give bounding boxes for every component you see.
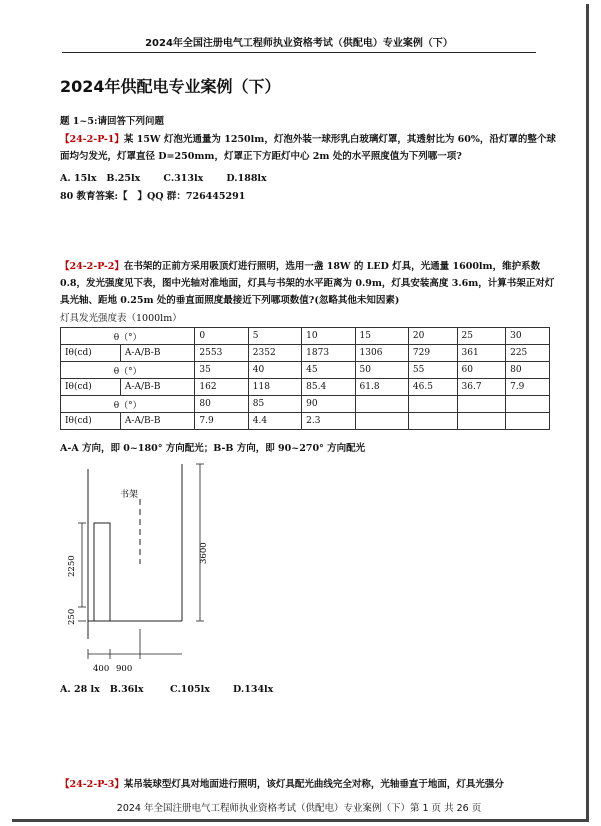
table-cell: 35 [195, 362, 248, 379]
table-cell: 361 [457, 345, 506, 362]
table-cell: 2.3 [302, 413, 355, 430]
table-cell [506, 413, 550, 430]
q2-option-a: A. 28 lx [60, 684, 100, 695]
bookshelf-rect [94, 523, 110, 621]
plane-header: A-A/B-B [120, 345, 194, 362]
shelf-label: 书架 [120, 490, 139, 500]
table-cell: 40 [248, 362, 301, 379]
dim-900-label: 900 [116, 664, 133, 674]
dim-400-label: 400 [93, 664, 110, 674]
table-cell [408, 396, 457, 413]
table-cell: 729 [408, 345, 457, 362]
table-cell: 80 [195, 396, 248, 413]
bookshelf-diagram [60, 459, 260, 674]
table-cell: 85.4 [302, 379, 355, 396]
q1-option-c: C.313lx [163, 173, 204, 184]
table-row [61, 328, 550, 345]
q1-option-b: B.25lx [106, 173, 141, 184]
q1-option-d: D.188lx [226, 173, 267, 184]
table-cell [457, 396, 506, 413]
section-heading: 题 1~5:请回答下列问题 [60, 116, 164, 127]
intensity-header: Iθ(cd) [61, 379, 121, 396]
theta-header: θ（°） [61, 328, 195, 345]
table-cell [457, 413, 506, 430]
table-cell: 45 [302, 362, 355, 379]
dim-3600-label: 3600 [199, 542, 209, 564]
q2-option-d: D.134lx [233, 684, 274, 695]
table-cell: 118 [248, 379, 301, 396]
plane-header: A-A/B-B [120, 413, 194, 430]
question-1-id: 【24-2-P-1】 [60, 134, 124, 145]
luminous-intensity-table [60, 327, 550, 430]
question-2-options [60, 681, 560, 698]
q2-option-b: B.36lx [109, 684, 144, 695]
table-cell: 15 [355, 328, 408, 345]
answer-group: 】QQ 群：726445291 [137, 191, 246, 202]
table-cell: 90 [302, 396, 355, 413]
question-1-options [60, 170, 560, 187]
table-row [61, 396, 550, 413]
document-page [12, 4, 589, 822]
table-cell: 4.4 [248, 413, 301, 430]
page-title: 2024年供配电专业案例（下） [60, 77, 281, 96]
dim-250-label: 250 [67, 608, 77, 625]
table-cell: 225 [506, 345, 550, 362]
table-cell: 36.7 [457, 379, 506, 396]
table-cell: 1306 [355, 345, 408, 362]
intensity-header: Iθ(cd) [61, 345, 121, 362]
table-cell: 85 [248, 396, 301, 413]
q1-option-a: A. 15lx [60, 173, 97, 184]
dim-2250-label: 2250 [67, 555, 77, 577]
table-cell: 10 [302, 328, 355, 345]
theta-header: θ（°） [61, 396, 195, 413]
table-row [61, 413, 550, 430]
table-cell: 80 [506, 362, 550, 379]
table-cell: 0 [195, 328, 248, 345]
table-cell [506, 396, 550, 413]
answer-label: 80 教育答案:【 [60, 191, 128, 202]
intensity-header: Iθ(cd) [61, 413, 121, 430]
table-cell: 2352 [248, 345, 301, 362]
table-cell: 7.9 [195, 413, 248, 430]
table-cell: 1873 [302, 345, 355, 362]
page-footer: 2024 年全国注册电气工程师执业资格考试（供配电）专业案例（下）第 1 页 共 26 页 [116, 803, 482, 814]
table-cell: 30 [506, 328, 550, 345]
table-cell: 50 [355, 362, 408, 379]
plane-header: A-A/B-B [120, 379, 194, 396]
table-cell: 2553 [195, 345, 248, 362]
table-cell [408, 413, 457, 430]
table-cell: 162 [195, 379, 248, 396]
table-cell: 61.8 [355, 379, 408, 396]
q2-option-c: C.105lx [170, 684, 210, 695]
table-caption: 灯具发光强度表（1000lm） [60, 313, 182, 324]
question-3 [60, 776, 560, 793]
question-2-text: 在书架的正前方采用吸顶灯进行照明，选用一盏 18W 的 LED 灯具，光通量 1600lm，维护系数 0.8，发光强度见下表，图中光轴对准地面，灯具与书架的水平距离为 0.9m，灯具安装高度 3.6m，计算书架正对灯具光轴、距地 0.25m 处的垂直面照度最接近下列哪项数值?(忽略其他未知因素) [60, 261, 555, 306]
page-header: 2024年全国注册电气工程师执业资格考试（供配电）专业案例（下） [62, 34, 536, 53]
question-2-id: 【24-2-P-2】 [60, 261, 124, 272]
table-cell: 60 [457, 362, 506, 379]
theta-header: θ（°） [61, 362, 195, 379]
table-row [61, 362, 550, 379]
question-2 [60, 258, 560, 309]
question-3-text: 某吊装球型灯具对地面进行照明，该灯具配光曲线完全对称，光轴垂直于地面，灯具光强分 [123, 779, 504, 790]
question-1 [60, 131, 560, 165]
table-cell [355, 396, 408, 413]
table-cell [355, 413, 408, 430]
table-cell: 5 [248, 328, 301, 345]
question-1-answer [60, 188, 560, 205]
distribution-note: A-A 方向，即 0~180° 方向配光；B-B 方向，即 90~270° 方向配光 [60, 443, 366, 454]
table-row [61, 345, 550, 362]
question-3-id: 【24-2-P-3】 [60, 779, 124, 790]
table-row [61, 379, 550, 396]
table-cell: 55 [408, 362, 457, 379]
table-cell: 7.9 [506, 379, 550, 396]
table-cell: 20 [408, 328, 457, 345]
table-cell: 25 [457, 328, 506, 345]
table-cell: 46.5 [408, 379, 457, 396]
question-1-text: 某 15W 灯泡光通量为 1250lm，灯泡外装一球形乳白玻璃灯罩，其透射比为 60%，沿灯罩的整个球面均匀发光，灯罩直径 D=250mm，灯罩正下方距灯中心 2m 处的水平照度值为下列哪一项? [60, 134, 556, 162]
